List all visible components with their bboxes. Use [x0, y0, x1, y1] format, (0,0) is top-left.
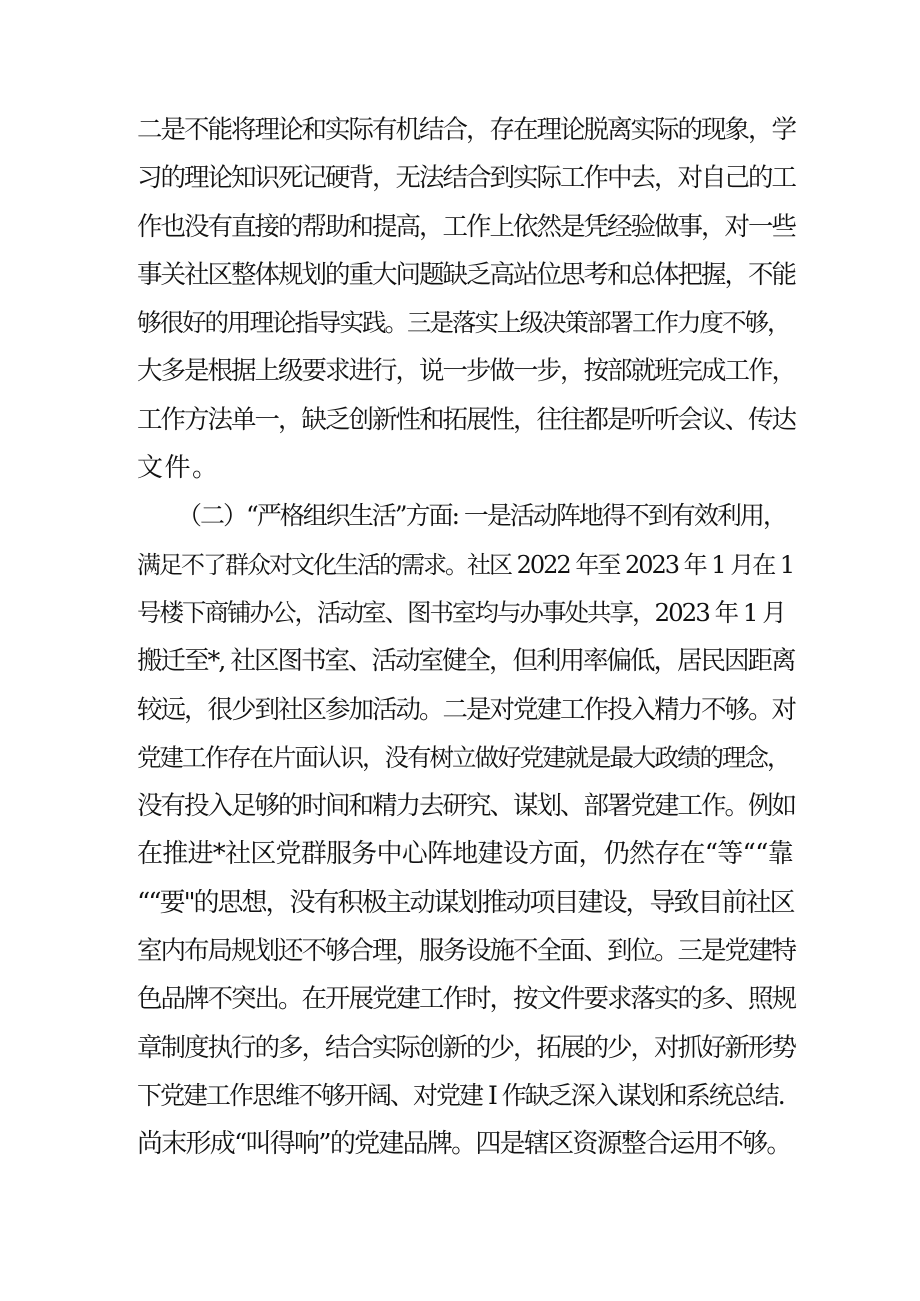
- text-line-10: 满足不了群众对文化生活的需求。社区 2022 年至 2023 年 1 月在 1: [137, 550, 794, 579]
- text-line-22: 尚末形成“叫得响”的党建品牌。四是辖区资源整合运用不够。: [137, 1129, 791, 1160]
- text-line-18: 室内布局规划还不够合理，服务设施不全面、到位。三是党建特: [137, 936, 796, 967]
- text-line-8: 文件。: [137, 453, 220, 484]
- text-line-1: 二是不能将理论和实际有机结合，存在理论脱离实际的现象，学: [137, 115, 796, 145]
- text-line-12: 搬迁至*, 社区图书室、活动室健全，但利用率偏低，居民因距离: [137, 646, 795, 677]
- text-line-19: 色品牌不突出。在开展党建工作时，按文件要求落实的多、照规: [137, 984, 796, 1015]
- text-line-6: 大多是根据上级要求进行，说一步做一步，按部就班完成工作，: [137, 356, 796, 387]
- text-line-20: 章制度执行的多，结合实际创新的少，拓展的少，对抓好新形势: [137, 1032, 796, 1063]
- text-line-11: 号楼下商铺办公，活动室、图书室均与办事处共享，2023 年 1 月: [137, 597, 785, 627]
- text-line-9-section-heading: （二）“严格组织生活”方面: 一是活动阵地得不到有效利用，: [177, 501, 786, 531]
- text-line-16: 在推进*社区党群服务中心阵地建设方面，仍然存在“等““靠: [137, 839, 793, 870]
- text-line-14: 党建工作存在片面认识，没有树立做好党建就是最大政绩的理念，: [137, 742, 790, 772]
- text-line-21: 下党建工作思维不够开阔、对党建 I 作缺乏深入谋划和系统总结.: [137, 1080, 784, 1110]
- text-line-7: 工作方法单一，缺乏创新性和拓展性，往往都是听听会议、传达: [137, 404, 796, 435]
- text-line-17: ““要"的思想，没有积极主动谋划推动项目建设，导致目前社区: [137, 887, 794, 918]
- text-line-3: 作也没有直接的帮助和提高，工作上依然是凭经验做事，对一些: [137, 211, 796, 242]
- text-line-15: 没有投入足够的时间和精力去研究、谋划、部署党建工作。例如: [137, 791, 796, 822]
- text-line-13: 较远，很少到社区参加活动。二是对党建工作投入精力不够。对: [137, 694, 796, 725]
- text-line-2: 习的理论知识死记硬背，无法结合到实际工作中去，对自己的工: [137, 163, 796, 194]
- body-text: [137, 106, 797, 1169]
- text-line-4: 事关社区整体规划的重大问题缺乏高站位思考和总体把握，不能: [137, 259, 796, 290]
- text-line-5: 够很好的用理论指导实践。三是落实上级决策部署工作力度不够，: [137, 308, 790, 338]
